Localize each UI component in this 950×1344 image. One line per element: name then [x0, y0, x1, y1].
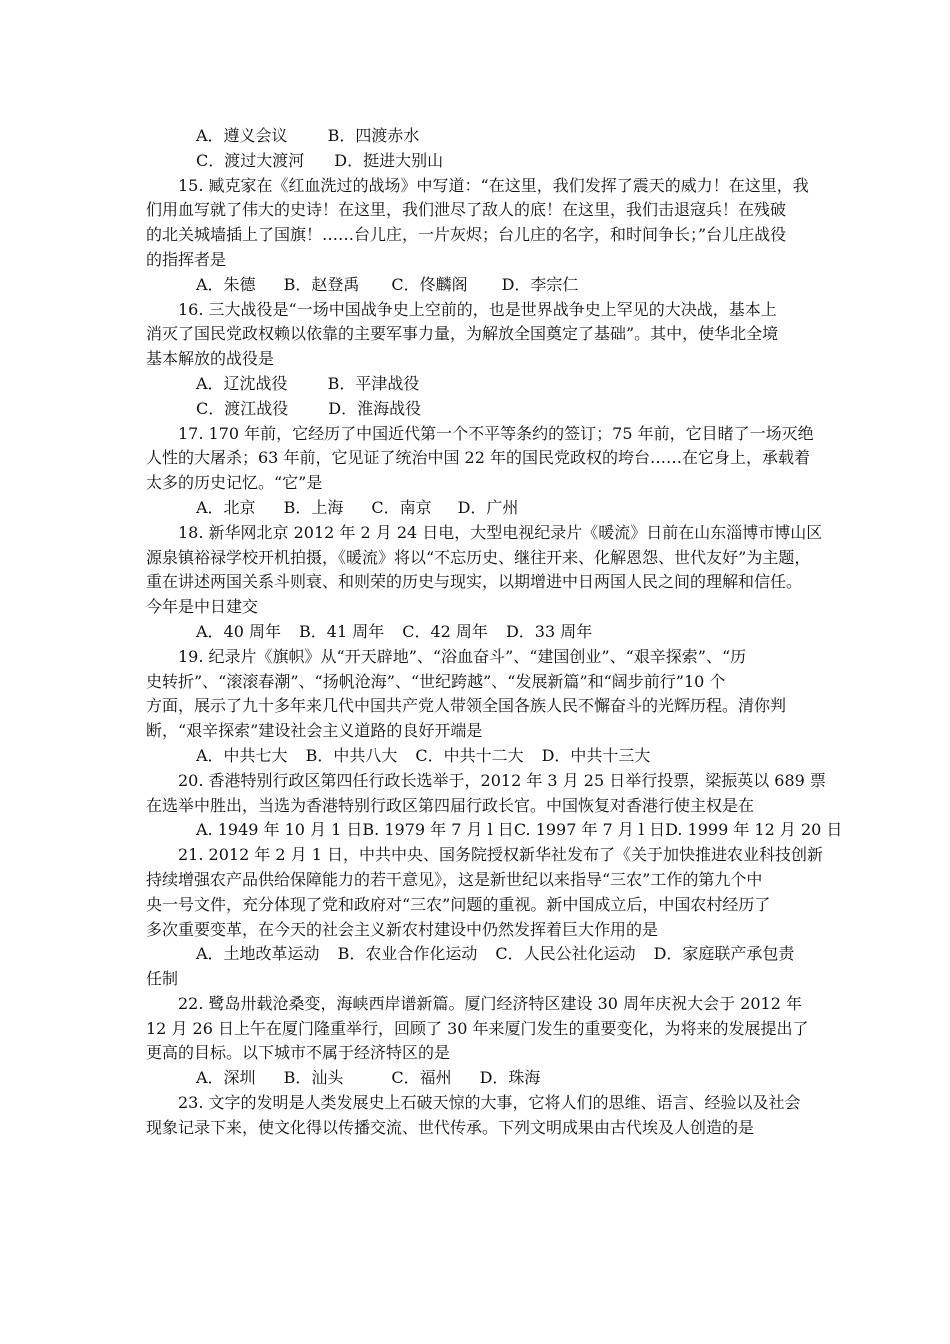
question-text-line: 重在讲述两国关系斗则衰、和则荣的历史与现实，以期增进中日两国人民之间的理解和信任。: [146, 572, 803, 592]
answer-option: B．赵登禹: [283, 274, 360, 294]
answer-options-row: [146, 620, 822, 645]
question-text-line: 基本解放的战役是: [146, 349, 275, 369]
question-text-line: 任制: [146, 969, 179, 989]
answer-options-row: [146, 942, 822, 967]
question-first-line: 19. 纪录片《旗帜》从“开天辟地”、“浴血奋斗”、“建国创业”、“艰辛探索”、“历: [178, 646, 747, 666]
answer-option: B．农业合作化运动: [337, 944, 478, 964]
answer-option: C．渡江战役: [196, 398, 289, 418]
answer-options-row: [146, 273, 822, 298]
answer-option: D．广州: [457, 497, 519, 517]
answer-option: A．深圳: [196, 1068, 256, 1088]
question-first-line: 23. 文字的发明是人类发展史上石破天惊的大事，它将人们的思维、语言、经验以及社会: [178, 1093, 801, 1113]
question-text-line: 现象记录下来，使文化得以传播交流、世代传承。下列文明成果由古代埃及人创造的是: [146, 1117, 755, 1137]
answer-option: A．土地改革运动: [196, 944, 320, 964]
answer-options-row: [146, 818, 843, 843]
answer-options-row: [146, 1066, 822, 1091]
answer-option: A．遵义会议: [196, 126, 288, 145]
answer-options-row: [146, 149, 822, 174]
question-text-line: 央一号文件，充分体现了党和政府对“三农”问题的重视。新中国成立后，中国农村经历了: [146, 894, 771, 914]
answer-option: C. 1997 年 7 月 l 日: [513, 820, 666, 840]
question-first-line: 22. 鹭岛卅载沧桑变，海峡西岸谱新篇。厦门经济特区建设 30 周年庆祝大会于 2012 年: [178, 993, 802, 1013]
answer-option: C．人民公社化运动: [495, 944, 636, 964]
answer-option: B．四渡赤水: [327, 126, 420, 145]
answer-option: D. 1999 年 12 月 20 日: [665, 820, 843, 840]
answer-option: B．41 周年: [299, 621, 385, 641]
answer-option: A．40 周年: [196, 621, 282, 641]
answer-options-row: [146, 372, 822, 397]
question-first-line: 21. 2012 年 2 月 1 日，中共中央、国务院授权新华社发布了《关于加快推进农业科技创新: [178, 845, 824, 865]
answer-option: B．平津战役: [327, 373, 420, 393]
question-text-line: 太多的历史记忆。“它”是: [146, 473, 323, 493]
answer-option: A．中共七大: [196, 745, 288, 765]
question-text-line: 的指挥者是: [146, 249, 227, 269]
answer-option: C．42 周年: [402, 621, 488, 641]
question-text-line: 多次重要变革，在今天的社会主义新农村建设中仍然发挥着巨大作用的是: [146, 919, 659, 939]
question-text-line: 今年是中日建交: [146, 597, 259, 617]
answer-option: B．汕头: [283, 1068, 344, 1088]
answer-options-row: [146, 496, 822, 521]
question-first-line: 20. 香港特别行政区第四任行政长选举于，2012 年 3 月 25 日举行投票，梁振英以 689 票: [178, 770, 826, 790]
answer-option: B．上海: [283, 497, 344, 517]
answer-option: D．李宗仁: [501, 274, 579, 294]
question-first-line: 18. 新华网北京 2012 年 2 月 24 日电，大型电视纪录片《暖流》日前在山东淄博市博山区: [178, 522, 823, 542]
question-list: [146, 124, 843, 1141]
answer-option: C．渡过大渡河: [196, 150, 305, 170]
answer-options-row: [146, 397, 822, 422]
question-text-line: 的北关城墙插上了国旗！……台儿庄，一片灰烬；台儿庄的名字，和时间争长；”台儿庄战役: [146, 225, 787, 245]
answer-option: A. 1949 年 10 月 1 日: [196, 820, 363, 840]
answer-option: A．朱德: [196, 274, 256, 294]
answer-option: C．福州: [391, 1068, 452, 1088]
question-text-line: 持续增强农产品供给保障能力的若干意见》，这是新世纪以来指导“三农”工作的第九个中: [146, 869, 763, 889]
question-text-line: 在选举中胜出，当选为香港特别行政区第四届行政长官。中国恢复对香港行使主权是在: [146, 795, 755, 815]
answer-option: D．33 周年: [505, 621, 593, 641]
question-text-line: 源泉镇裕禄学校开机拍摄，《暖流》将以“不忘历史、继往开来、化解恩怨、世代友好”为主题，: [146, 547, 811, 567]
question-text-line: 更高的目标。以下城市不属于经济特区的是: [146, 1043, 451, 1063]
question-text-line: 方面，展示了九十多年来几代中国共产党人带领全国各族人民不懈奋斗的光辉历程。清你判: [146, 696, 787, 716]
answer-option: B．中共八大: [305, 745, 398, 765]
answer-option: B. 1979 年 7 月 l 日: [362, 820, 514, 840]
question-text-line: 12 月 26 日上午在厦门隆重举行，回顾了 30 年来厦门发生的重要变化，为将来的发展提出了: [146, 1018, 809, 1038]
question-text-line: 断，“艰辛探索”建设社会主义道路的良好开端是: [146, 721, 483, 741]
question-text-line: 消灭了国民党政权赖以依靠的主要军事力量，为解放全国奠定了基础”。其中，使华北全境: [146, 324, 779, 344]
question-text-line: 们用血写就了伟大的史诗！在这里，我们泄尽了敌人的底！在这里，我们击退寇兵！在残破: [146, 200, 787, 220]
answer-option: D．中共十三大: [541, 745, 651, 765]
answer-option: D．挺进大别山: [334, 150, 444, 170]
question-first-line: 16. 三大战役是“一场中国战争史上空前的，也是世界战争史上罕见的大决战，基本上: [178, 299, 777, 319]
question-first-line: 15. 臧克家在《红血洗过的战场》中写道：“在这里，我们发挥了震天的威力！在这里，我: [178, 175, 809, 195]
question-text-line: 人性的大屠杀；63 年前，它见证了统治中国 22 年的国民党政权的垮台……在它身上，承载着: [146, 448, 810, 468]
answer-options-row: [146, 744, 822, 769]
question-text-line: 史转折”、“滚滚春潮”、“扬帆沧海”、“世纪跨越”、“发展新篇”和“阔步前行”10 个: [146, 671, 726, 691]
answer-option: C．中共十二大: [415, 745, 524, 765]
answer-option: D．淮海战役: [328, 398, 422, 418]
answer-option: A．辽沈战役: [196, 373, 288, 393]
answer-options-row: [146, 124, 822, 149]
answer-option: C．南京: [371, 497, 432, 517]
answer-option: C．佟麟阁: [391, 274, 468, 294]
answer-option: A．北京: [196, 497, 256, 517]
answer-option: D．珠海: [479, 1068, 541, 1088]
question-first-line: 17. 170 年前，它经历了中国近代第一个不平等条约的签订；75 年前，它目睹了一场灭绝: [178, 423, 814, 443]
answer-option: D．家庭联产承包责: [653, 944, 795, 964]
